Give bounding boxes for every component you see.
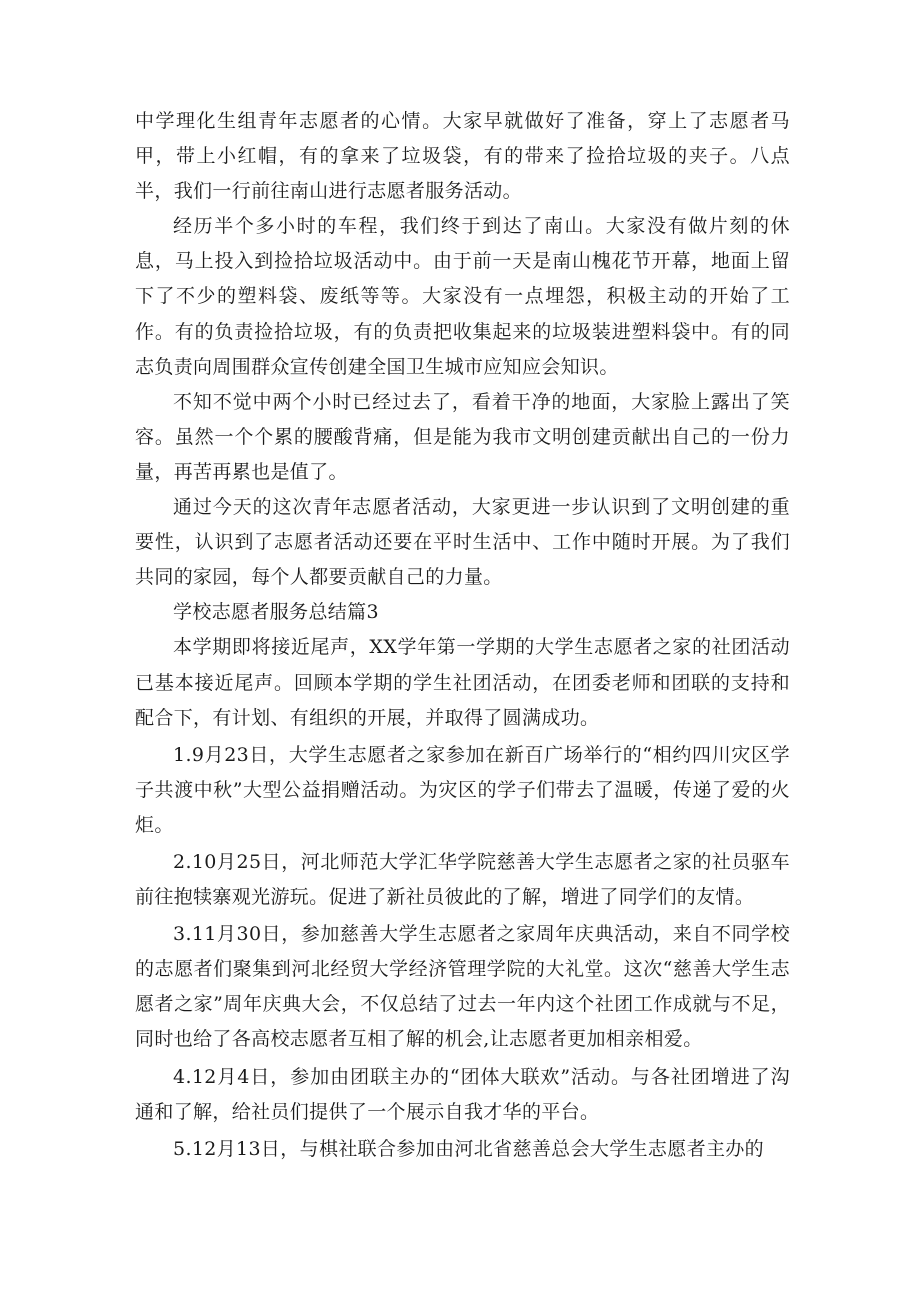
list-item-1: 1.9月23日，大学生志愿者之家参加在新百广场举行的“相约四川灾区学子共渡中秋”大型公益捐赠活动。为灾区的学子们带去了温暖，传递了爱的火炬。 <box>135 743 790 836</box>
list-item-5: 5.12月13日，与棋社联合参加由河北省慈善总会大学生志愿者主办的 <box>173 1137 765 1160</box>
list-item-3: 3.11月30日，参加慈善大学生志愿者之家周年庆典活动，来自不同学校的志愿者们聚集到河北经贸大学经济管理学院的大礼堂。这次“慈善大学生志愿者之家”周年庆典大会，不仅总结了过去一年内这个社团工作成就与不足，同时也给了各高校志愿者互相了解的机会,让志愿者更加相亲相爱。 <box>135 923 790 1051</box>
paragraph-two-hours: 不知不觉中两个小时已经过去了，看着干净的地面，大家脸上露出了笑容。虽然一个个累的腰酸背痛，但是能为我市文明创建贡献出自己的一份力量，再苦再累也是值了。 <box>135 390 790 483</box>
paragraph-continued: 中学理化生组青年志愿者的心情。大家早就做好了准备，穿上了志愿者马甲，带上小红帽，有的拿来了垃圾袋，有的带来了捡拾垃圾的夹子。八点半，我们一行前往南山进行志愿者服务活动。 <box>135 110 790 203</box>
list-item-4: 4.12月4日，参加由团联主办的“团体大联欢”活动。与各社团增进了沟通和了解，给社员们提供了一个展示自我才华的平台。 <box>135 1065 790 1123</box>
section-heading: 学校志愿者服务总结篇3 <box>173 601 379 624</box>
paragraph-semester-intro: 本学期即将接近尾声，XX学年第一学期的大学生志愿者之家的社团活动已基本接近尾声。回顾本学期的学生社团活动，在团委老师和团联的支持和配合下，有计划、有组织的开展，并取得了圆满成功。 <box>135 636 790 729</box>
paragraph-conclusion: 通过今天的这次青年志愿者活动，大家更进一步认识到了文明创建的重要性，认识到了志愿者活动还要在平时生活中、工作中随时开展。为了我们共同的家园，每个人都要贡献自己的力量。 <box>135 496 790 589</box>
list-item-2: 2.10月25日，河北师范大学汇华学院慈善大学生志愿者之家的社员驱车前往抱犊寨观光游玩。促进了新社员彼此的了解，增进了同学们的友情。 <box>135 850 790 909</box>
document-body <box>135 104 790 1167</box>
paragraph-arrival: 经历半个多小时的车程，我们终于到达了南山。大家没有做片刻的休息，马上投入到捡拾垃圾活动中。由于前一天是南山槐花节开幕，地面上留下了不少的塑料袋、废纸等等。大家没有一点埋怨，积极主动的开始了工作。有的负责捡拾垃圾，有的负责把收集起来的垃圾装进塑料袋中。有的同志负责向周围群众宣传创建全国卫生城市应知应会知识。 <box>135 215 790 378</box>
